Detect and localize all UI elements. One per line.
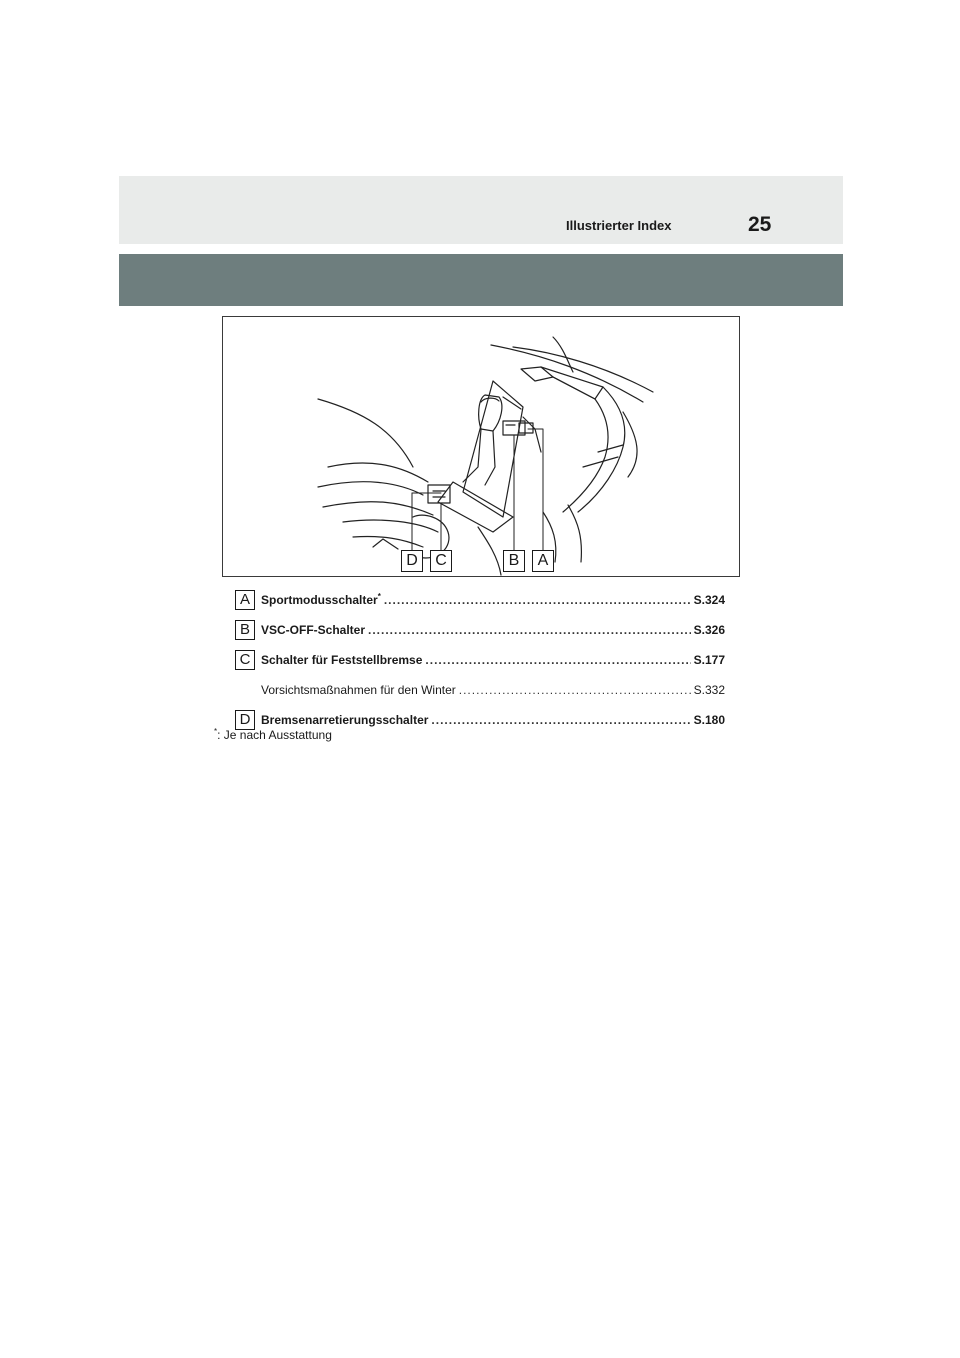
dot-leader [459,683,691,697]
page-ref[interactable]: S.326 [693,623,725,637]
entry-vsc-off[interactable] [235,615,725,645]
dot-leader [384,593,691,607]
callout-c: C [430,550,452,572]
callout-b: B [503,550,525,572]
index-entries [235,585,725,735]
dot-leader [368,623,691,637]
section-banner [119,254,843,306]
page-ref[interactable]: S.177 [693,653,725,667]
page-ref[interactable]: S.180 [693,713,725,727]
console-illustration [222,316,740,577]
footnote-mark: * [214,727,218,736]
page-ref[interactable]: S.332 [693,683,725,697]
header-band [119,176,843,244]
dot-leader [431,713,690,727]
footnote [214,728,332,742]
entry-parking-brake[interactable] [235,645,725,675]
footnote-mark: * [377,593,381,601]
entry-badge: B [235,620,255,640]
entry-label: Sportmodusschalter [261,593,378,607]
entry-badge: D [235,710,255,730]
entry-sport-mode[interactable] [235,585,725,615]
dot-leader [425,653,690,667]
entry-label: Vorsichtsmaßnahmen für den Winter [261,683,456,697]
entry-badge: A [235,590,255,610]
section-title: Illustrierter Index [566,218,672,233]
callout-d: D [401,550,423,572]
header-divider [119,244,843,254]
entry-label: VSC-OFF-Schalter [261,623,366,637]
callout-a: A [532,550,554,572]
console-drawing [223,317,740,577]
entry-winter-precautions[interactable] [235,675,725,705]
entry-label: Bremsenarretierungsschalter [261,713,429,727]
footnote-text: : Je nach Ausstattung [217,728,332,742]
page-ref[interactable]: S.324 [693,593,725,607]
page-number: 25 [748,213,772,236]
entry-badge: C [235,650,255,670]
entry-label: Schalter für Feststellbremse [261,653,423,667]
